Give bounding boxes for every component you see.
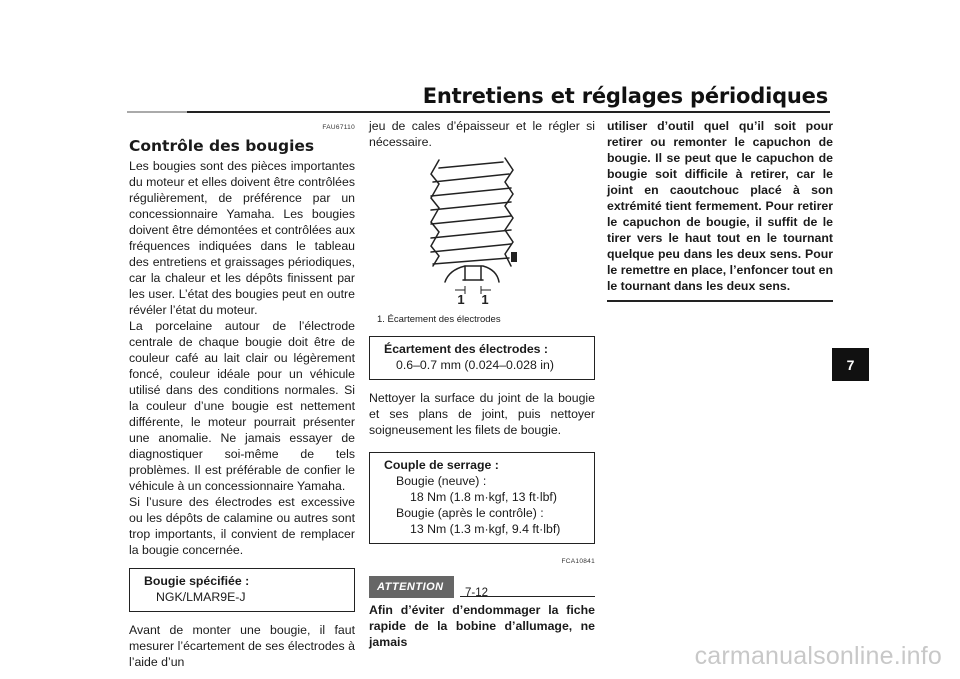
spark-plug-spec-box xyxy=(129,568,355,612)
gap-box-value: 0.6–0.7 mm (0.024–0.028 in) xyxy=(396,358,554,372)
gap-box-title: Écartement des électrodes : xyxy=(384,342,549,356)
section-code: FAU67110 xyxy=(322,124,355,131)
callout-label: 1 xyxy=(457,292,465,306)
paragraph: Les bougies sont des pièces importantes du moteur et elles doivent être contrôlées régulièrement, de préférence par un concessionnaire Yamaha. Les bougies doivent être démontées et contrôlées aux fréquences indiquées dans le tableau des entretiens et graissages périodiques, car la chaleur et les dépôts finissent par les user. L’état des bougies peut en outre révéler l’état du moteur. xyxy=(129,159,355,317)
page-number: 7-12 xyxy=(465,587,489,599)
header-rule-accent xyxy=(127,111,187,113)
paragraph: jeu de cales d’épaisseur et le régler si nécessaire. xyxy=(369,119,595,149)
torque-box-title: Couple de serrage : xyxy=(384,458,499,472)
column-2 xyxy=(369,118,595,650)
column-1 xyxy=(129,118,355,670)
attention-badge: ATTENTION xyxy=(369,576,454,598)
callout-label: 1 xyxy=(481,292,489,306)
gap-marker xyxy=(511,252,517,262)
header-rule xyxy=(127,111,830,113)
caution-text-continued: utiliser d’outil quel qu’il soit pour retirer ou remonter le capuchon de bougie. Il se peut que le capuchon de bougie soit difficile à retirer, car le joint en caoutchouc placé à son extrémité tient fermement. Pour retirer le capuchon de bougie, il suffit de le tirer vers le haut tout en le tournant quelque peu dans les deux sens. Pour le remettre en place, l’enfoncer tout en le tournant dans les deux sens. xyxy=(607,119,833,293)
column-3 xyxy=(607,118,833,302)
spec-box-value: NGK/LMAR9E-J xyxy=(156,590,246,604)
chapter-tab: 7 xyxy=(832,348,869,381)
caution-end-rule xyxy=(607,300,833,302)
torque-label: Bougie (après le contrôle) : xyxy=(396,506,544,520)
paragraph: Avant de monter une bougie, il faut mesurer l’écartement de ses électrodes à l’aide d’un xyxy=(129,623,355,669)
spark-plug-illustration xyxy=(369,154,595,306)
caution-code: FCA10841 xyxy=(561,558,595,565)
electrode-gap-box xyxy=(369,336,595,380)
paragraph: Nettoyer la surface du joint de la bougie et ses plans de joint, puis nettoyer soigneusement les filets de bougie. xyxy=(369,391,595,437)
spark-plug-figure xyxy=(369,154,595,306)
figure-caption: 1. Écartement des électrodes xyxy=(377,314,501,325)
paragraph: Si l’usure des électrodes est excessive ou les dépôts de calamine ou autres sont trop importants, il convient de remplacer la bougie concernée. xyxy=(129,495,355,557)
torque-box xyxy=(369,452,595,544)
caution-text: Afin d’éviter d’endommager la fiche rapide de la bobine d’allumage, ne jamais xyxy=(369,603,595,649)
paragraph: La porcelaine autour de l’électrode centrale de chaque bougie doit être de couleur café au lait clair ou légèrement foncé, couleur idéale pour un véhicule utilisé dans des conditions normales. Si la couleur d’une bougie est nettement différente, le moteur pourrait présenter une anomalie. Ne jamais essayer de diagnostiquer soi-même de tels problèmes. Il est préférable de confier le véhicule à un concessionnaire Yamaha. xyxy=(129,319,355,493)
torque-label: Bougie (neuve) : xyxy=(396,474,487,488)
torque-value: 13 Nm (1.3 m·kgf, 9.4 ft·lbf) xyxy=(410,522,561,536)
page-header-title: Entretiens et réglages périodiques xyxy=(422,84,828,108)
section-heading: Contrôle des bougies xyxy=(129,137,315,155)
watermark: carmanualsonline.info xyxy=(694,642,942,670)
torque-value: 18 Nm (1.8 m·kgf, 13 ft·lbf) xyxy=(410,490,557,504)
spec-box-title: Bougie spécifiée : xyxy=(144,574,250,588)
